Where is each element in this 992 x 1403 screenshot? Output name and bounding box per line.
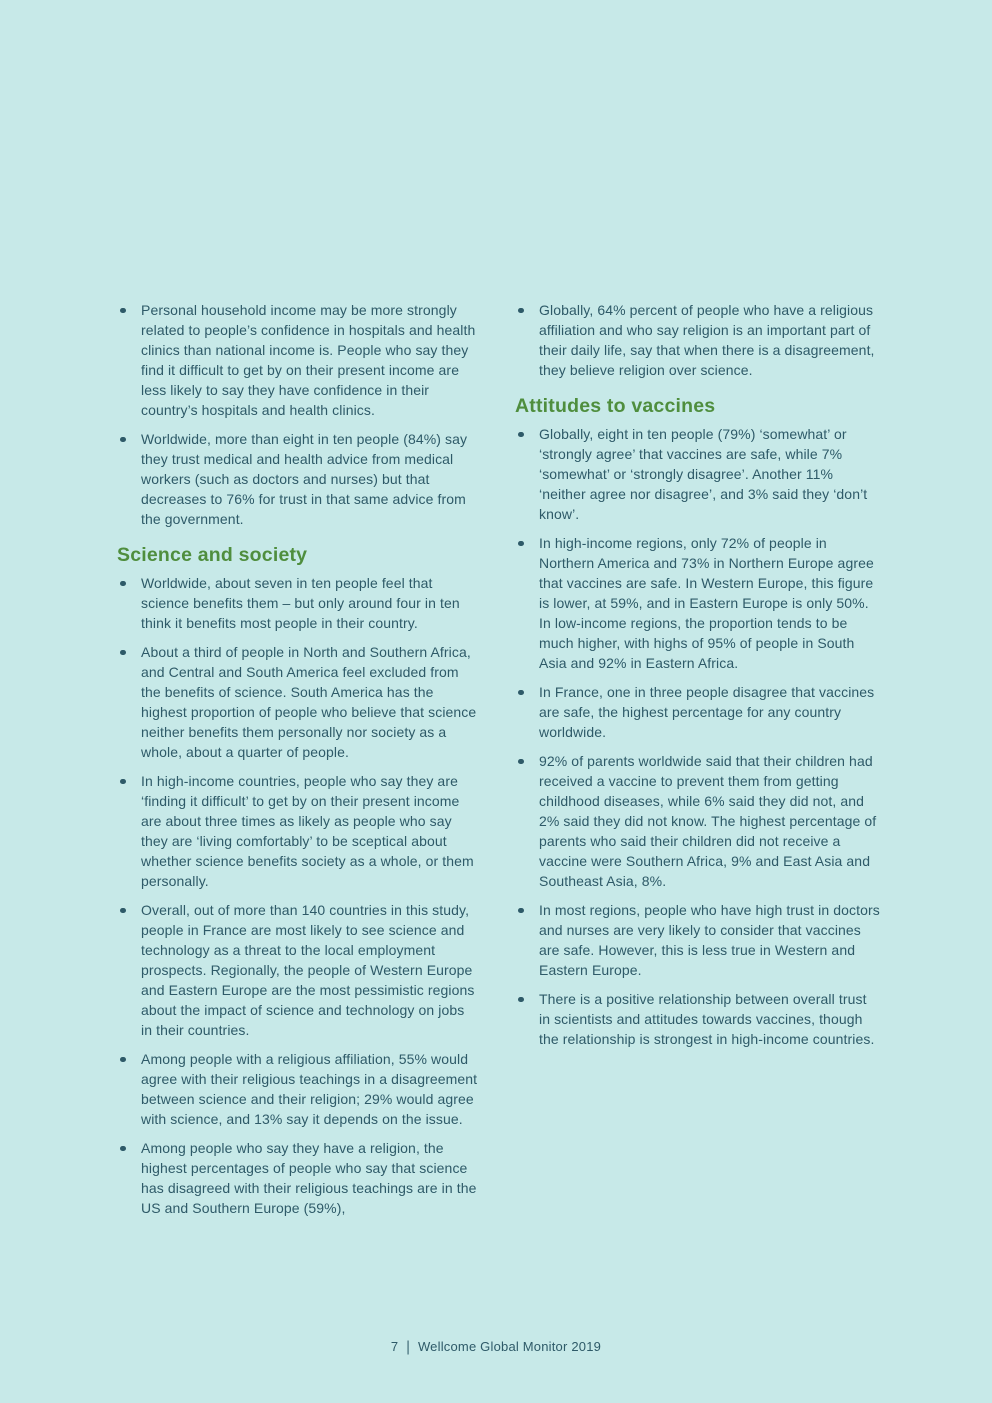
footer-separator: | bbox=[406, 1337, 410, 1356]
science-and-society-bullet-list bbox=[117, 573, 478, 1218]
bullet-item: About a third of people in North and Southern Africa, and Central and South America feel excluded from the benefits of science. South America has the highest proportion of people who believe that science neither benefits them personally nor society as a whole, about a quarter of people. bbox=[117, 642, 478, 762]
bullet-item: Globally, eight in ten people (79%) ‘somewhat’ or ‘strongly agree’ that vaccines are safe, while 7% ‘somewhat’ or ‘strongly disagree’. Another 11% ‘neither agree nor disagree’, and 3% said they ‘don’t know’. bbox=[515, 424, 881, 524]
bullet-item: In high-income regions, only 72% of people in Northern America and 73% in Northern Europe agree that vaccines are safe. In Western Europe, this figure is lower, at 59%, and in Eastern Europe is only 50%. In low-income regions, the proportion tends to be much higher, with highs of 95% of people in South Asia and 92% in Eastern Africa. bbox=[515, 533, 881, 673]
section-heading-attitudes-to-vaccines: Attitudes to vaccines bbox=[515, 395, 716, 417]
left-intro-bullet-list bbox=[117, 300, 478, 529]
bullet-item: Worldwide, about seven in ten people feel that science benefits them – but only around four in ten think it benefits most people in their country. bbox=[117, 573, 478, 633]
bullet-item: Overall, out of more than 140 countries in this study, people in France are most likely to see science and technology as a threat to the local employment prospects. Regionally, the people of Western Europe and Eastern Europe are the most pessimistic regions about the impact of science and technology on jobs in their countries. bbox=[117, 900, 478, 1040]
page-content bbox=[117, 300, 881, 1227]
bullet-item: In most regions, people who have high trust in doctors and nurses are very likely to consider that vaccines are safe. However, this is less true in Western and Eastern Europe. bbox=[515, 900, 881, 980]
left-column bbox=[117, 300, 478, 1227]
bullet-item: 92% of parents worldwide said that their children had received a vaccine to prevent them from getting childhood diseases, while 6% said they did not, and 2% said they did not know. The highest percentage of parents who said their children did not receive a vaccine were Southern Africa, 9% and East Asia and Southeast Asia, 8%. bbox=[515, 751, 881, 891]
right-intro-bullet-list bbox=[515, 300, 881, 380]
bullet-item: Worldwide, more than eight in ten people (84%) say they trust medical and health advice from medical workers (such as doctors and nurses) but that decreases to 76% for trust in that same advice from the government. bbox=[117, 429, 478, 529]
bullet-item: Personal household income may be more strongly related to people’s confidence in hospitals and health clinics than national income is. People who say they find it difficult to get by on their present income are less likely to say they have confidence in their country’s hospitals and health clinics. bbox=[117, 300, 478, 420]
right-column bbox=[515, 300, 881, 1227]
bullet-item: Among people with a religious affiliation, 55% would agree with their religious teachings in a disagreement between science and their religion; 29% would agree with science, and 13% say it depends on the issue. bbox=[117, 1049, 478, 1129]
bullet-item: Among people who say they have a religion, the highest percentages of people who say that science has disagreed with their religious teachings are in the US and Southern Europe (59%), bbox=[117, 1138, 478, 1218]
page-number: 7 bbox=[390, 1339, 399, 1354]
bullet-item: In high-income countries, people who say they are ‘finding it difficult’ to get by on their present income are about three times as likely as people who say they are ‘living comfortably’ to be sceptical about whether science benefits society as a whole, or them personally. bbox=[117, 771, 478, 891]
section-heading-science-and-society: Science and society bbox=[117, 544, 308, 566]
bullet-item: There is a positive relationship between overall trust in scientists and attitudes towards vaccines, though the relationship is strongest in high-income countries. bbox=[515, 989, 881, 1049]
attitudes-to-vaccines-bullet-list bbox=[515, 424, 881, 1049]
bullet-item: Globally, 64% percent of people who have a religious affiliation and who say religion is an important part of their daily life, say that when there is a disagreement, they believe religion over science. bbox=[515, 300, 881, 380]
page-footer bbox=[0, 1338, 992, 1356]
bullet-item: In France, one in three people disagree that vaccines are safe, the highest percentage for any country worldwide. bbox=[515, 682, 881, 742]
report-title: Wellcome Global Monitor 2019 bbox=[417, 1339, 602, 1354]
